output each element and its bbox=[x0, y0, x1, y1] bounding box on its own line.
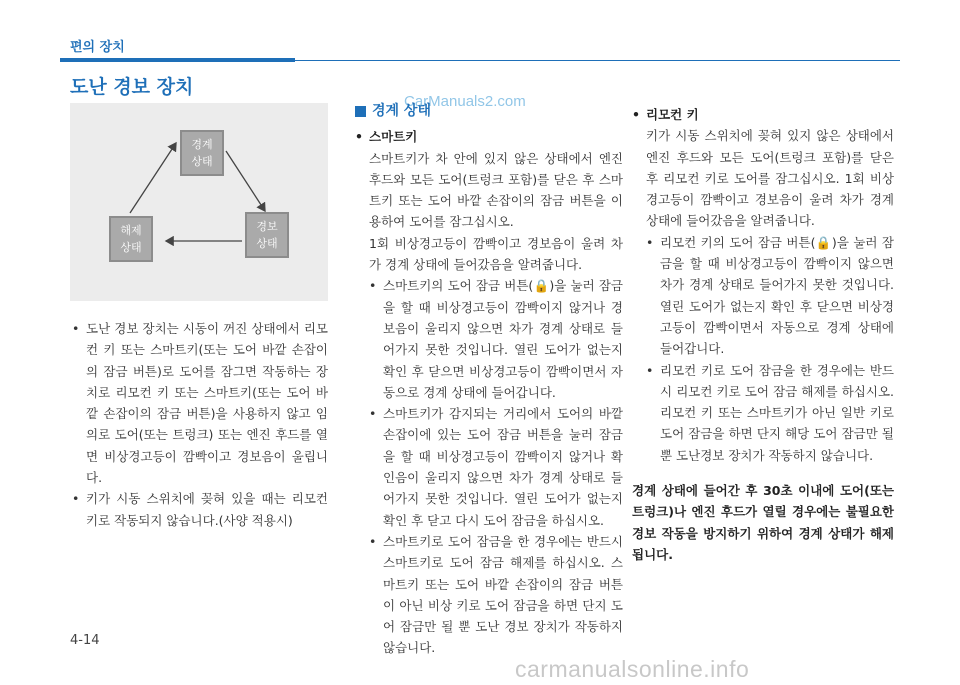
state-diagram bbox=[70, 103, 328, 301]
chapter-title: 편의 장치 bbox=[70, 40, 125, 55]
remote-key-para: 키가 시동 스위치에 꽂혀 있지 않은 상태에서 엔진 후드와 모든 도어(트렁크 포함)를 닫은 후 리모컨 키로 도어를 잠그십시오. 1회 비상경고등이 깜빡이고 경보음이 울려 차가 경계 상태에 들어갔음을 알려줍니다. bbox=[646, 128, 894, 229]
state-alarm bbox=[245, 212, 289, 258]
guard-state-heading bbox=[355, 101, 623, 122]
warning-note: 경계 상태에 들어간 후 30초 이내에 도어(또는 트렁크)나 엔진 후드가 열릴 경우에는 불필요한 경보 작동을 방지하기 위하여 경계 상태가 해제됩니다. bbox=[632, 483, 894, 562]
remote-sub-1: • 리모컨 키의 도어 잠금 버튼(🔒)을 눌러 잠금을 할 때 비상경고등이 깜빡이지 않으면 차가 경계 상태로 들어가지 못한 것입니다. 열린 도어가 없는지 확인 후 닫으면 비상경고등이 깜빡이면서 자동으로 경계 상태에 들어갑니다. bbox=[646, 232, 894, 360]
smartkey-title: • 스마트키 bbox=[355, 126, 623, 147]
arrow-release-to-guard bbox=[130, 143, 176, 213]
smartkey-sublist bbox=[355, 275, 623, 658]
remote-key-column bbox=[632, 101, 894, 565]
guard-state-column bbox=[355, 101, 623, 659]
smartkey-sub-3: • 스마트키로 도어 잠금을 한 경우에는 반드시 스마트키로 도어 잠금 해제를 하십시오. 스마트키 또는 도어 바깥 손잡이의 잠금 버튼이 아닌 비상 키로 도어 잠금을 하면 단지 도어 잠금만 될 뿐 도난 경보 장치가 작동하지 않습니다. bbox=[369, 531, 623, 659]
section-title: 도난 경보 장치 bbox=[70, 76, 194, 98]
page-number: 4-14 bbox=[70, 633, 100, 648]
square-bullet-icon bbox=[355, 106, 366, 117]
watermark-top: CarManuals2.com bbox=[404, 93, 526, 110]
remote-sub-2: • 리모컨 키로 도어 잠금을 한 경우에는 반드시 리모컨 키로 도어 잠금 해제를 하십시오. 리모컨 키 또는 스마트키가 아닌 일반 키로 도어 잠금을 하면 단지 해당 도어 잠금만 될 뿐 도난경보 장치가 작동하지 않습니다. bbox=[646, 360, 894, 466]
smartkey-para-1: 스마트키가 차 안에 있지 않은 상태에서 엔진 후드와 모든 도어(트렁크 포함)를 닫은 후 스마트키 또는 도어 바깥 손잡이의 잠금 버튼을 이용하여 도어를 잠그십시오. bbox=[369, 150, 623, 230]
remote-key-sublist bbox=[632, 232, 894, 466]
state-alarm-line1: 경보 bbox=[256, 220, 278, 233]
smartkey-sub-1: • 스마트키의 도어 잠금 버튼(🔒)을 눌러 잠금을 할 때 비상경고등이 깜빡이지 않거나 경보음이 울리지 않으면 차가 경계 상태로 들어가지 못한 것입니다. 열린 도어가 없는지 확인 후 닫으면 비상경고등이 깜빡이면서 자동으로 경계 상태에 들어갑니다. bbox=[369, 275, 623, 403]
intro-bullet-1: • 도난 경보 장치는 시동이 꺼진 상태에서 리모컨 키 또는 스마트키(또는 도어 바깥 손잡이의 잠금 버튼)로 도어를 잠그면 작동하는 장치로 리모컨 키 또는 스마트키(또는 도어 바깥 손잡이의 잠금 버튼)을 사용하지 않고 임의로 도어(또는 트렁크) 또는 엔진 후드를 열면 비상경고등이 깜빡이고 경보음이 울립니다. bbox=[72, 318, 328, 488]
state-alarm-line2: 상태 bbox=[256, 237, 278, 250]
intro-bullet-2: • 키가 시동 스위치에 꽂혀 있을 때는 리모컨 키로 작동되지 않습니다.(사양 적용시) bbox=[72, 488, 328, 531]
header-rule bbox=[295, 60, 900, 61]
smartkey-sub-2: • 스마트키가 감지되는 거리에서 도어의 바깥 손잡이에 있는 도어 잠금 버튼을 눌러 잠금을 할 때 비상경고등이 깜빡이지 않거나 확인음이 울리지 않으면 차가 경계 상태로 들어가지 못한 것입니다. 열린 도어가 없는지 확인 후 닫고 다시 도어 잠금을 하십시오. bbox=[369, 403, 623, 531]
header-bar bbox=[60, 58, 295, 62]
state-guard bbox=[180, 130, 224, 176]
state-guard-line1: 경계 bbox=[191, 138, 213, 151]
intro-bullets bbox=[72, 318, 328, 531]
watermark-bottom: carmanualsonline.info bbox=[515, 656, 750, 682]
state-release bbox=[109, 216, 153, 262]
state-release-line1: 해제 bbox=[120, 224, 142, 237]
arrow-guard-to-alarm bbox=[226, 151, 265, 211]
smartkey-para-2: 1회 비상경고등이 깜빡이고 경보음이 울려 차가 경계 상태에 들어갔음을 알려줍니다. bbox=[369, 235, 623, 273]
guard-state-heading-text: 경계 상태 bbox=[372, 103, 431, 119]
state-release-line2: 상태 bbox=[120, 241, 142, 254]
state-guard-line2: 상태 bbox=[191, 155, 213, 168]
remote-key-title: • 리모컨 키 bbox=[632, 104, 894, 125]
